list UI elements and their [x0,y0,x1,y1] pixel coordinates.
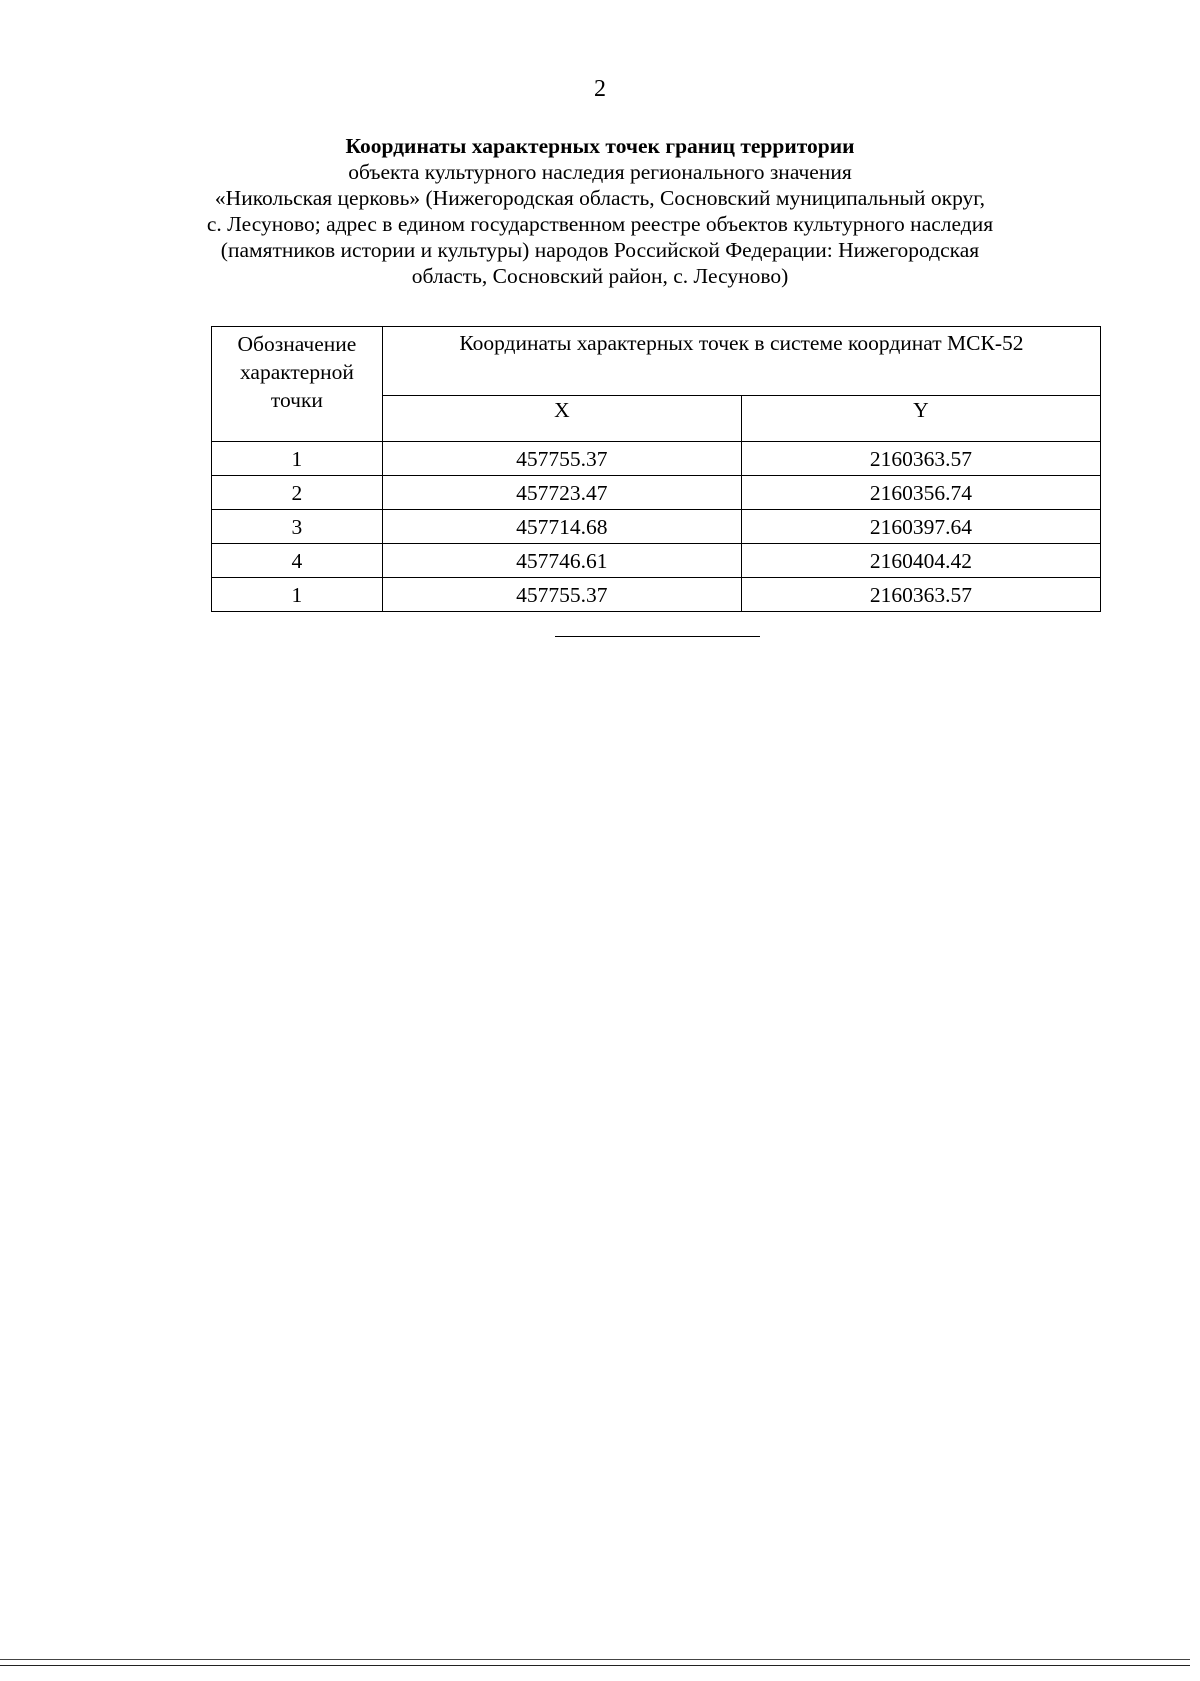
cell-x: 457723.47 [382,476,741,510]
table-row [212,544,1101,578]
header-point-designation [212,327,383,442]
cell-point: 3 [212,510,383,544]
header-coordinates-system: Координаты характерных точек в системе координат МСК-52 [382,327,1100,396]
cell-x: 457755.37 [382,578,741,612]
bottom-scan-line [0,1665,1190,1666]
cell-y: 2160397.64 [741,510,1100,544]
cell-x: 457755.37 [382,442,741,476]
page-number: 2 [594,76,606,102]
header-x: X [382,396,741,442]
cell-y: 2160363.57 [741,578,1100,612]
bottom-scan-line [0,1659,1190,1660]
cell-x: 457714.68 [382,510,741,544]
heading-title: Координаты характерных точек границ территории [345,134,855,158]
cell-point: 1 [212,442,383,476]
table-row [212,578,1101,612]
cell-y: 2160404.42 [741,544,1100,578]
cell-y: 2160356.74 [741,476,1100,510]
cell-point: 2 [212,476,383,510]
header-point-line-1: Обозначение [237,332,357,356]
document-heading [150,133,1050,289]
cell-point: 4 [212,544,383,578]
heading-line-4: (памятников истории и культуры) народов Российской Федерации: Нижегородская [220,238,980,262]
header-point-line-3: точки [270,388,323,412]
cell-y: 2160363.57 [741,442,1100,476]
heading-line-2: «Никольская церковь» (Нижегородская область, Сосновский муниципальный округ, [214,186,986,210]
heading-line-5: область, Сосновский район, с. Лесуново) [411,264,789,288]
cell-point: 1 [212,578,383,612]
table-row [212,476,1101,510]
coordinates-table [211,326,1101,612]
heading-line-3: с. Лесуново; адрес в едином государственном реестре объектов культурного наследия [206,212,994,236]
header-point-line-2: характерной [239,360,354,384]
cell-x: 457746.61 [382,544,741,578]
table-row [212,442,1101,476]
table-header-row [212,327,1101,396]
end-separator-line [555,636,760,637]
header-y: Y [741,396,1100,442]
heading-line-1: объекта культурного наследия регионального значения [348,160,852,184]
table-row [212,510,1101,544]
